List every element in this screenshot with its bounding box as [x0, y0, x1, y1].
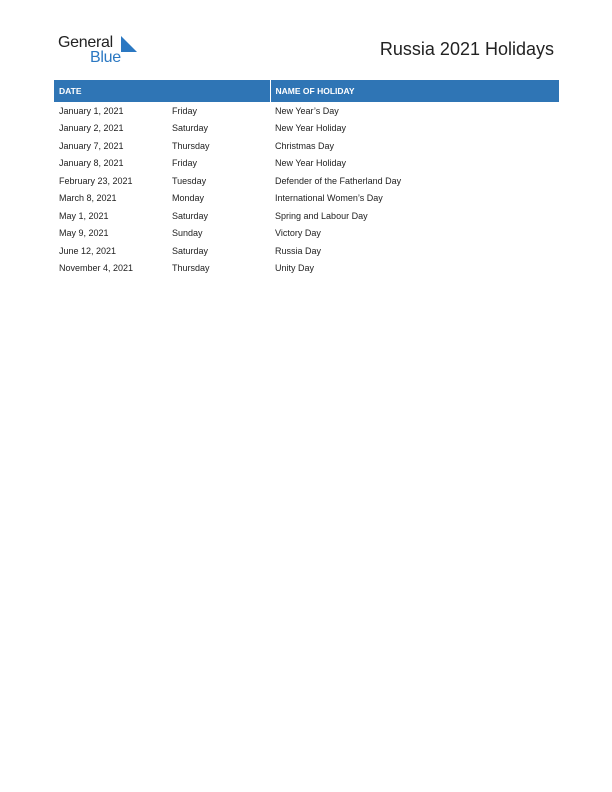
holiday-cell: Defender of the Fatherland Day — [275, 175, 402, 186]
date-cell: February 23, 2021 — [59, 175, 133, 186]
date-cell: January 8, 2021 — [59, 158, 124, 169]
logo-triangle-icon — [119, 36, 139, 52]
table-row — [54, 155, 559, 173]
holiday-cell: Victory Day — [275, 228, 321, 239]
date-cell: November 4, 2021 — [59, 263, 134, 274]
weekday-cell: Friday — [172, 158, 198, 169]
date-cell: January 1, 2021 — [59, 105, 124, 116]
column-header-holiday: NAME OF HOLIDAY — [270, 80, 559, 102]
holiday-cell: New Year Holiday — [275, 123, 347, 134]
holiday-cell: International Women’s Day — [275, 193, 383, 204]
weekday-cell: Saturday — [172, 210, 209, 221]
table-row — [54, 225, 559, 243]
weekday-cell: Thursday — [172, 140, 210, 151]
logo — [58, 34, 148, 68]
logo-text-blue: Blue — [90, 49, 121, 66]
table-row — [54, 242, 559, 260]
table-row — [54, 172, 559, 190]
table-row — [54, 207, 559, 225]
table-row — [54, 190, 559, 208]
table-header-row — [54, 80, 559, 102]
weekday-cell: Monday — [172, 193, 205, 204]
weekday-cell: Friday — [172, 105, 198, 116]
date-cell: January 2, 2021 — [59, 123, 124, 134]
holiday-cell: Russia Day — [275, 245, 322, 256]
date-cell: May 9, 2021 — [59, 228, 109, 239]
weekday-cell: Sunday — [172, 228, 203, 239]
holiday-table — [54, 80, 559, 277]
weekday-cell: Saturday — [172, 245, 209, 256]
holiday-cell: Spring and Labour Day — [275, 210, 368, 221]
page-title: Russia 2021 Holidays — [379, 39, 554, 59]
weekday-cell: Saturday — [172, 123, 209, 134]
table-row — [54, 102, 559, 120]
date-cell: January 7, 2021 — [59, 140, 124, 151]
logo-text-general: General — [58, 34, 113, 51]
holiday-cell: New Year’s Day — [275, 105, 339, 116]
table-row — [54, 137, 559, 155]
holiday-cell: New Year Holiday — [275, 158, 347, 169]
date-cell: May 1, 2021 — [59, 210, 109, 221]
weekday-cell: Thursday — [172, 263, 210, 274]
column-header-date: DATE — [54, 80, 270, 102]
table-row — [54, 120, 559, 138]
holiday-cell: Christmas Day — [275, 140, 335, 151]
weekday-cell: Tuesday — [172, 175, 207, 186]
date-cell: March 8, 2021 — [59, 193, 117, 204]
date-cell: June 12, 2021 — [59, 245, 117, 256]
holiday-cell: Unity Day — [275, 263, 315, 274]
table-row — [54, 260, 559, 278]
